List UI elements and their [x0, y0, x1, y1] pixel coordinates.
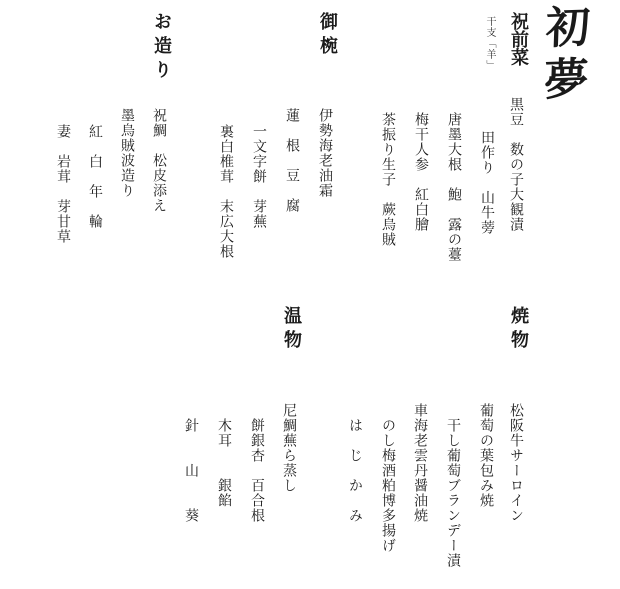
yakimono-line-2: 葡萄の葉包み焼 [478, 403, 494, 508]
yakimono-line-5: のし梅酒粕博多揚げ [380, 418, 396, 553]
onmono-line-4: 針 山 葵 [183, 418, 199, 523]
zensai-line-4: 梅干人参 紅白膾 [413, 112, 429, 232]
section-note-eto: 干支「羊」 [484, 16, 495, 71]
section-heading-otsukuri: お造り [151, 12, 172, 84]
onmono-line-3: 木耳 銀餡 [216, 418, 232, 508]
otsukuri-line-4: 妻 岩茸 芽甘草 [55, 124, 71, 244]
section-heading-owan: 御椀 [317, 12, 338, 60]
otsukuri-line-2: 墨烏賊波造り [119, 108, 135, 198]
yakimono-line-4: 車海老雲丹醤油焼 [412, 403, 428, 523]
zensai-line-5: 茶振り生子 蕨烏賊 [380, 112, 396, 247]
section-heading-onmono: 温物 [281, 306, 302, 354]
otsukuri-line-1: 祝鯛 松皮添え [151, 108, 167, 213]
yakimono-line-1: 松阪牛サーロイン [508, 403, 524, 523]
yakimono-line-6: は じ か み [347, 418, 363, 523]
menu-title: 初夢 [535, 3, 590, 109]
zensai-line-1: 黒豆 数の子大観漬 [508, 97, 524, 232]
onmono-line-2: 餅銀杏 百合根 [249, 418, 265, 523]
section-heading-iwai-zensai: 祝前菜 [508, 12, 529, 66]
otsukuri-line-3: 紅 白 年 輪 [87, 124, 103, 229]
owan-line-4: 裏白椎茸 末広大根 [218, 124, 234, 259]
section-heading-yakimono: 焼物 [508, 306, 529, 354]
owan-line-2: 蓮 根 豆 腐 [284, 108, 300, 213]
owan-line-3: 一文字餅 芽蕪 [251, 124, 267, 229]
onmono-line-1: 尼鯛蕪ら蒸し [281, 403, 297, 493]
yakimono-line-3: 干し葡萄ブランデー漬 [445, 418, 461, 568]
zensai-line-2: 田作り 山牛蒡 [479, 130, 495, 235]
owan-line-1: 伊勢海老油霜 [317, 108, 333, 198]
zensai-line-3: 唐墨大根 鮑 露の薹 [446, 112, 462, 262]
